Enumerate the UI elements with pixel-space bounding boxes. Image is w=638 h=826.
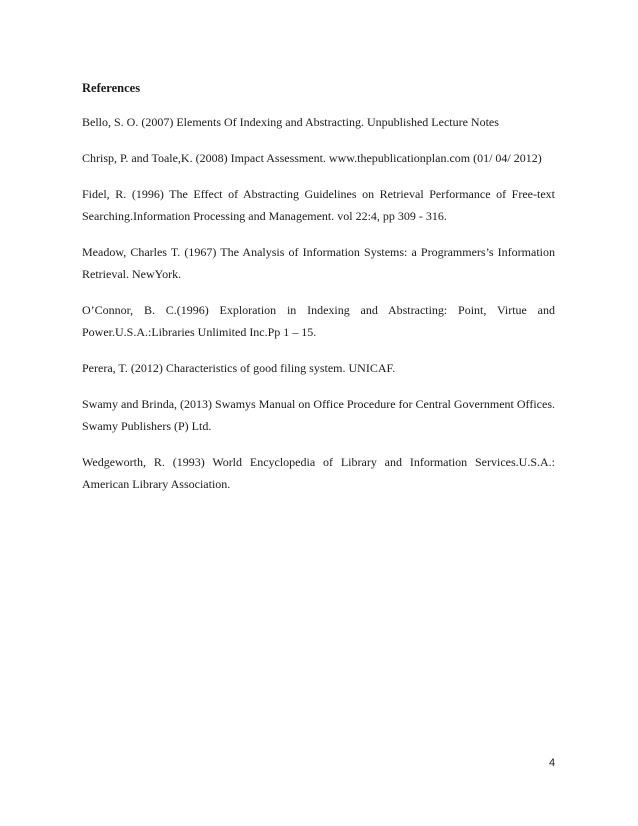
references-section <box>82 79 555 509</box>
references-heading: References <box>82 81 141 95</box>
reference-entry-fidel: Fidel, R. (1996) The Effect of Abstracting Guidelines on Retrieval Performance of Free-text Searching.Information Processing and Management. vol 22:4, pp 309 - 316. <box>82 187 555 223</box>
reference-entry-oconnor: O’Connor, B. C.(1996) Exploration in Indexing and Abstracting: Point, Virtue and Power.U.S.A.:Libraries Unlimited Inc.Pp 1 – 15. <box>82 303 555 339</box>
reference-entry-chrisp: Chrisp, P. and Toale,K. (2008) Impact Assessment. www.thepublicationplan.com (01/ 04/ 2012) <box>82 151 542 165</box>
reference-entry-bello: Bello, S. O. (2007) Elements Of Indexing and Abstracting. Unpublished Lecture Notes <box>82 115 499 129</box>
reference-entry-meadow: Meadow, Charles T. (1967) The Analysis of Information Systems: a Programmers’s Information Retrieval. NewYork. <box>82 245 555 281</box>
reference-entry-wedgeworth: Wedgeworth, R. (1993) World Encyclopedia of Library and Information Services.U.S.A.: American Library Association. <box>82 455 555 491</box>
reference-entry-perera: Perera, T. (2012) Characteristics of good filing system. UNICAF. <box>82 361 396 375</box>
reference-entry-swamy: Swamy and Brinda, (2013) Swamys Manual on Office Procedure for Central Government Offices. Swamy Publishers (P) Ltd. <box>82 397 555 433</box>
page-number: 4 <box>549 757 556 769</box>
